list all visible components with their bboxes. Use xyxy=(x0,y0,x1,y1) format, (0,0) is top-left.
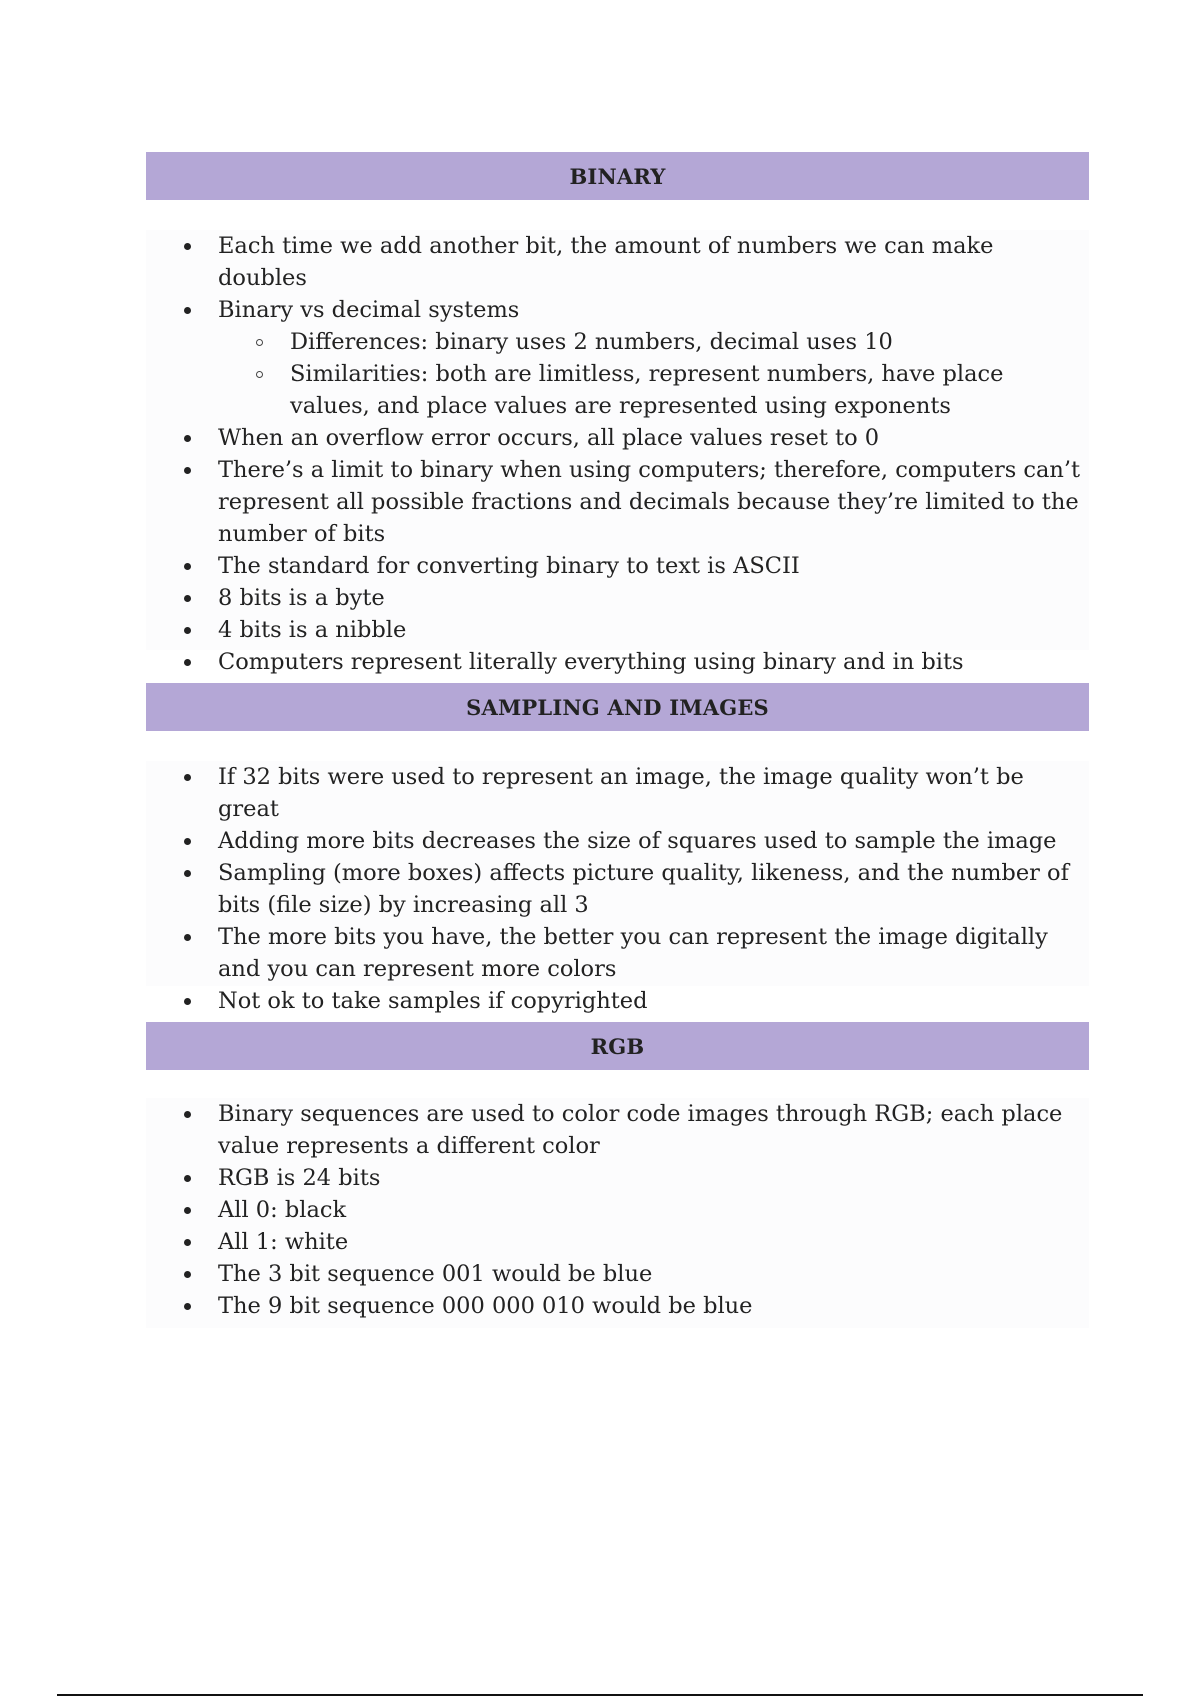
list-item: The 9 bit sequence 000 000 010 would be blue xyxy=(146,1290,1089,1322)
list-item: Each time we add another bit, the amount of numbers we can make doubles xyxy=(146,230,1089,294)
bullet-icon xyxy=(184,1239,191,1246)
section-title: RGB xyxy=(590,1033,645,1059)
list-item: Adding more bits decreases the size of squares used to sample the image xyxy=(146,825,1089,857)
sub-list-item: Differences: binary uses 2 numbers, decimal uses 10 xyxy=(146,326,1081,358)
bullet-icon xyxy=(184,838,191,845)
footer-divider xyxy=(57,1694,1143,1696)
section-header-binary xyxy=(146,152,1089,200)
bullet-icon xyxy=(184,998,191,1005)
list-item: All 1: white xyxy=(146,1226,1089,1258)
section-header-sampling xyxy=(146,683,1089,731)
list-item: Computers represent literally everything using binary and in bits xyxy=(146,646,1089,678)
bullet-list-binary xyxy=(146,230,1089,678)
list-item: 8 bits is a byte xyxy=(146,582,1089,614)
list-item: If 32 bits were used to represent an image, the image quality won’t be great xyxy=(146,761,1089,825)
list-item: The 3 bit sequence 001 would be blue xyxy=(146,1258,1089,1290)
list-item: RGB is 24 bits xyxy=(146,1162,1089,1194)
bullet-icon xyxy=(184,627,191,634)
bullet-icon xyxy=(184,774,191,781)
bullet-list-sampling xyxy=(146,761,1089,1017)
list-item: The more bits you have, the better you can represent the image digitally and you can represent more colors xyxy=(146,921,1089,985)
section-title: SAMPLING AND IMAGES xyxy=(466,694,769,720)
section-body-sampling xyxy=(146,761,1089,1014)
list-item: The standard for converting binary to text is ASCII xyxy=(146,550,1089,582)
bullet-icon xyxy=(184,870,191,877)
bullet-icon xyxy=(184,243,191,250)
bullet-icon xyxy=(184,1271,191,1278)
section-title: BINARY xyxy=(569,163,666,189)
bullet-icon xyxy=(184,467,191,474)
bullet-icon xyxy=(184,1303,191,1310)
bullet-list-rgb xyxy=(146,1098,1089,1322)
bullet-icon xyxy=(184,307,191,314)
section-header-rgb xyxy=(146,1022,1089,1070)
list-item: Binary vs decimal systems Differences: binary uses 2 numbers, decimal uses 10 Similarities: both are limitless, represent numbers, have place values, and place values are represented using exponents xyxy=(146,294,1089,422)
bullet-icon xyxy=(184,1175,191,1182)
section-body-binary xyxy=(146,230,1089,675)
list-item: There’s a limit to binary when using computers; therefore, computers can’t represent all possible fractions and decimals because they’re limited to the number of bits xyxy=(146,454,1089,550)
section-body-rgb xyxy=(146,1098,1089,1328)
list-item: Binary sequences are used to color code images through RGB; each place value represents a different color xyxy=(146,1098,1089,1162)
list-item: Not ok to take samples if copyrighted xyxy=(146,985,1089,1017)
hollow-bullet-icon xyxy=(256,339,263,346)
bullet-icon xyxy=(184,1111,191,1118)
bullet-icon xyxy=(184,659,191,666)
bullet-icon xyxy=(184,435,191,442)
bullet-icon xyxy=(184,1207,191,1214)
list-item: 4 bits is a nibble xyxy=(146,614,1089,646)
list-item: When an overflow error occurs, all place values reset to 0 xyxy=(146,422,1089,454)
sub-list-item: Similarities: both are limitless, represent numbers, have place values, and place values are represented using exponents xyxy=(146,358,1081,422)
sub-bullet-list xyxy=(218,326,1081,422)
bullet-icon xyxy=(184,563,191,570)
hollow-bullet-icon xyxy=(256,371,263,378)
bullet-icon xyxy=(184,595,191,602)
bullet-icon xyxy=(184,934,191,941)
list-item: Sampling (more boxes) affects picture quality, likeness, and the number of bits (file size) by increasing all 3 xyxy=(146,857,1089,921)
list-item: All 0: black xyxy=(146,1194,1089,1226)
